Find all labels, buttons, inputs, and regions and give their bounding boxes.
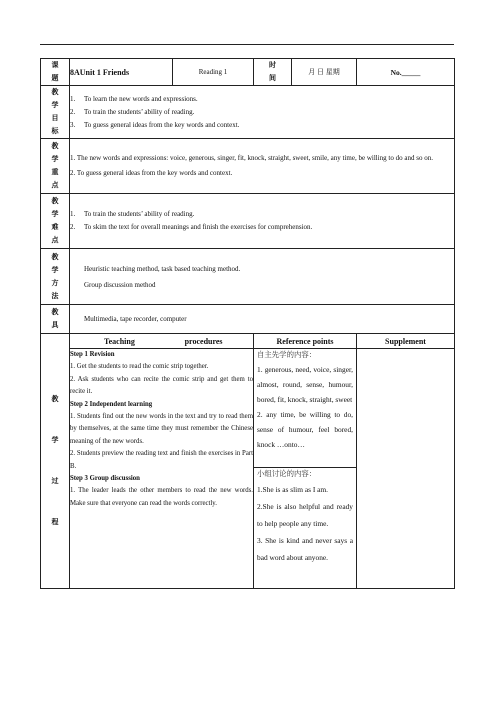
- methods-label: 教 学 方 法: [41, 249, 70, 305]
- key-points-row: [41, 139, 455, 194]
- aids-row: [41, 305, 455, 334]
- time-label: 时 间: [254, 59, 292, 86]
- lesson-title: Reading 1: [173, 59, 254, 86]
- objective-item: 2. To train the students’ ability of reading.: [70, 107, 195, 116]
- self-study-title: 自主先学的内容：: [257, 350, 317, 359]
- methods-row: [41, 249, 455, 305]
- topic-label: 课 题: [41, 59, 70, 86]
- unit-title: 8AUnit 1 Friends: [70, 59, 173, 86]
- lesson-number: No._____: [357, 59, 455, 86]
- difficulties-content: [70, 194, 455, 249]
- step-text: 2. Ask students who can recite the comic strip and get them to recite it.: [70, 375, 253, 396]
- difficulties-label: 教 学 难 点: [41, 194, 70, 249]
- group-discussion-line: 2.She is also helpful and ready to help people any time.: [257, 501, 353, 528]
- step-heading: Step 2 Independent learning: [70, 400, 153, 408]
- reference-points-heading: Reference points: [254, 334, 357, 349]
- procedures-body-row: [41, 349, 455, 468]
- difficulty-item: 2. To skim the text for overall meanings and finish the exercises for comprehension.: [70, 223, 313, 231]
- step-text: 1. The leader leads the other members to read the new words. Make sure that everyone can read the words correctly.: [70, 487, 253, 507]
- objectives-content: [70, 86, 455, 139]
- header-rule: [40, 44, 454, 45]
- self-study-line: 2. any time, be willing to do, sense of humour, feel bored, knock …onto…: [257, 409, 353, 449]
- step-heading: Step 3 Group discussion: [70, 475, 140, 483]
- aids-content: Multimedia, tape recorder, computer: [70, 305, 455, 334]
- lesson-plan-table: [40, 58, 455, 589]
- step-text: 2. Students preview the reading text and finish the exercises in Part B.: [70, 450, 253, 470]
- teaching-steps: [70, 349, 254, 589]
- header-row: [41, 59, 455, 86]
- date-fields: 月 日 星期: [292, 59, 357, 86]
- key-point-line: 1. The new words and expressions: voice, generous, singer, fit, knock, straight, sweet, smile, any time, be willing to do and so on.: [70, 154, 433, 162]
- difficulty-item: 1. To train the students’ ability of reading.: [70, 210, 195, 218]
- procedures-label: 教 学 过 程: [41, 334, 70, 589]
- key-points-label: 教 学 重 点: [41, 139, 70, 194]
- step-text: 1. Get the students to read the comic strip together.: [70, 363, 209, 371]
- group-discussion-line: 1.She is as slim as I am.: [257, 484, 329, 494]
- objectives-row: [41, 86, 455, 139]
- key-points-content: [70, 139, 455, 194]
- step-text: 1. Students find out the new words in the text and try to read them by themselves, at the same time they must remember the Chinese meaning of the new words.: [70, 413, 253, 445]
- methods-content: [70, 249, 455, 305]
- teaching-procedures-heading: Teaching procedures: [70, 334, 254, 349]
- step-heading: Step 1 Revision: [70, 351, 115, 358]
- supplement-heading: Supplement: [357, 334, 455, 349]
- key-point-line: 2. To guess general ideas from the key words and context.: [70, 169, 233, 177]
- objective-item: 3. To guess general ideas from the key words and context.: [70, 120, 240, 129]
- group-discussion-line: 3. She is kind and never says a bad word about anyone.: [257, 535, 353, 562]
- procedures-header-row: [41, 334, 455, 349]
- objective-item: 1. To learn the new words and expressions.: [70, 94, 198, 103]
- method-line: Group discussion method: [84, 280, 156, 289]
- self-study-line: 1. generous, need, voice, singer, almost, round, sense, humour, bored, fit, knock, straight, sweet: [257, 364, 353, 404]
- reference-group-discussion: [254, 468, 357, 589]
- aids-label: 教 具: [41, 305, 70, 334]
- supplement-cell: [357, 349, 455, 589]
- group-discussion-title: 小组讨论的内容：: [257, 469, 317, 478]
- difficulties-row: [41, 194, 455, 249]
- reference-self-study: [254, 349, 357, 468]
- objectives-label: 教 学 目 标: [41, 86, 70, 139]
- method-line: Heuristic teaching method, task based teaching method.: [84, 264, 241, 273]
